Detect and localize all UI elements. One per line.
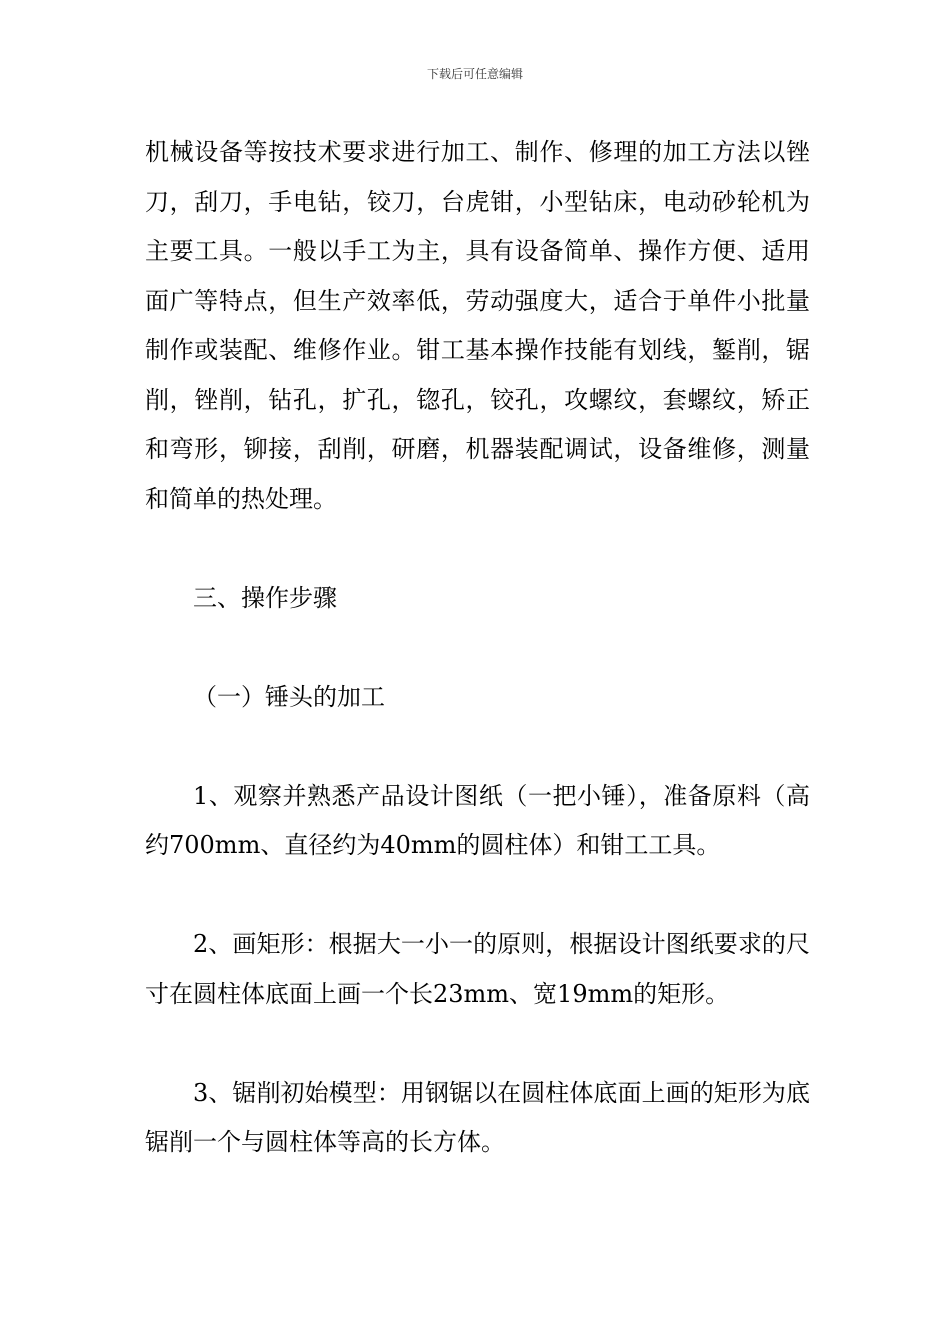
subsection-heading: （一）锤头的加工: [193, 682, 385, 711]
step-3-paragraph: 3、锯削初始模型：用钢锯以在圆柱体底面上画的矩形为底锯削一个与圆柱体等高的长方体。: [145, 1078, 810, 1156]
intro-paragraph: 机械设备等按技术要求进行加工、制作、修理的加工方法以锉刀，刮刀，手电钻，铰刀，台虎钳，小型钻床，电动砂轮机为主要工具。一般以手工为主，具有设备简单、操作方便、适用面广等特点，但生产效率低，劳动强度大，适合于单件小批量制作或装配、维修作业。钳工基本操作技能有划线，錾削，锯削，锉削，钻孔，扩孔，锪孔，铰孔，攻螺纹，套螺纹，矫正和弯形，铆接，刮削，研磨，机器装配调试，设备维修，测量和简单的热处理。: [145, 138, 810, 513]
page-header: 下载后可任意编辑: [426, 67, 523, 81]
section-heading: 三、操作步骤: [193, 583, 337, 612]
step-1-paragraph: 1、观察并熟悉产品设计图纸（一把小锤），准备原料（高约700mm、直径约为40mm的圆柱体）和钳工工具。: [145, 781, 810, 859]
document-body: [145, 128, 810, 1168]
step-2-paragraph: 2、画矩形：根据大一小一的原则，根据设计图纸要求的尺寸在圆柱体底面上画一个长23mm、宽19mm的矩形。: [145, 930, 810, 1008]
